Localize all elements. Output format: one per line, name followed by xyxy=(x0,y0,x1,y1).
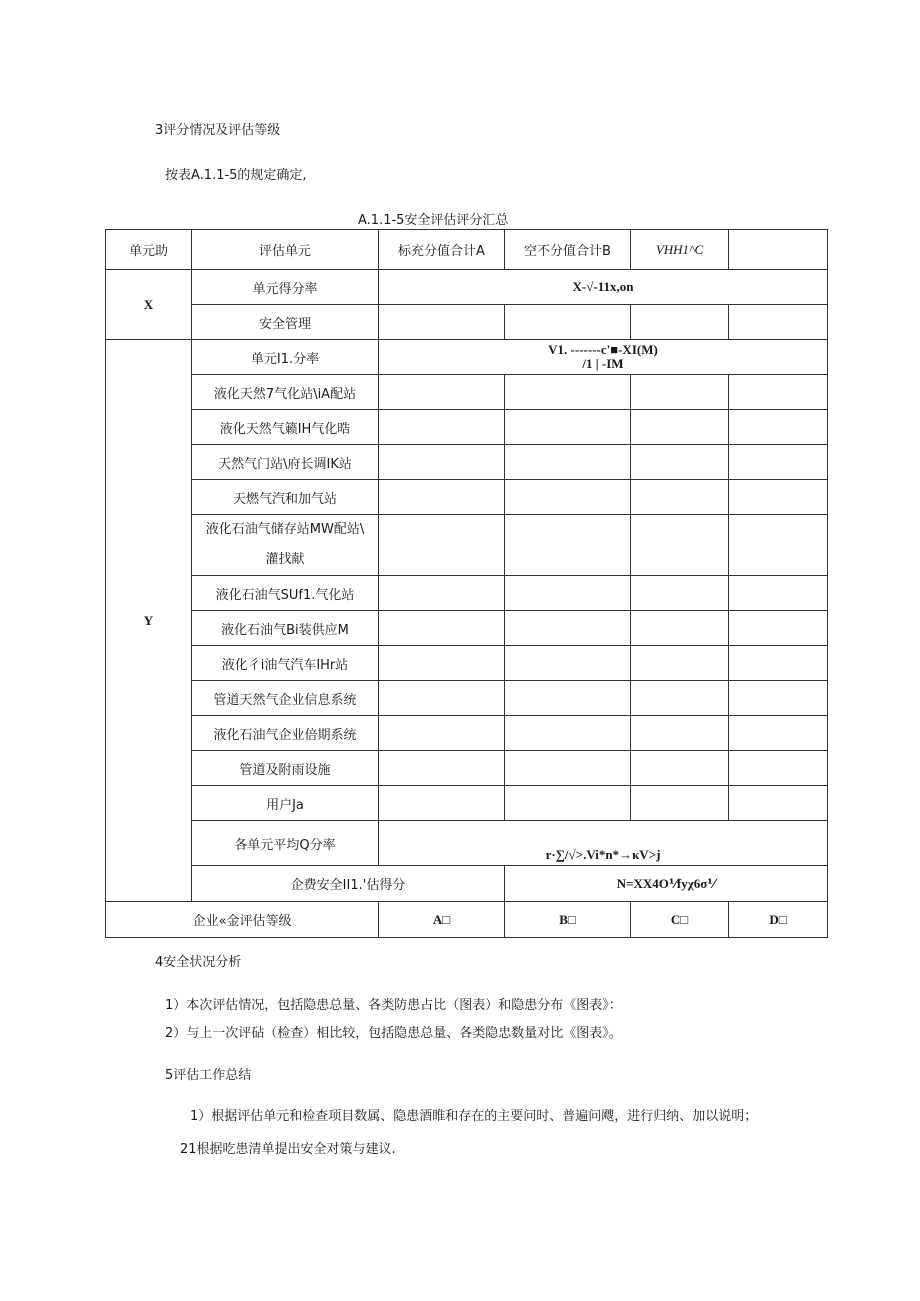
cell-empty xyxy=(505,751,631,786)
section5-item2: 21根据吃患清单提出安全对策与建议. xyxy=(180,1142,396,1157)
y-rate-formula-line2: /1 | -IM xyxy=(582,356,624,371)
cell-empty xyxy=(631,681,729,716)
safety-assessment-summary-table xyxy=(105,229,828,938)
cell-empty xyxy=(729,751,828,786)
cell-empty xyxy=(379,681,505,716)
y-rate-formula xyxy=(379,340,828,375)
cell-empty xyxy=(729,786,828,821)
cell-empty xyxy=(379,751,505,786)
table-header-row xyxy=(106,230,828,270)
cell-empty xyxy=(379,410,505,445)
cell-empty xyxy=(631,751,729,786)
section4-item1: 1）本次评估情况，包括隐患总量、各类防患占比（图表）和隐患分布《图表》： xyxy=(165,998,622,1013)
table-row xyxy=(106,410,828,445)
cell-empty xyxy=(379,716,505,751)
section5-item1: 1）根据评估单元和检查项目数属、隐患酒睢和存在的主要问时、普遍问飕，进行归纳、加以说明； xyxy=(190,1109,758,1124)
row-name: 各单元平均Q分率 xyxy=(192,821,379,866)
cell-empty xyxy=(505,611,631,646)
row-name: 液化天然气籁IH气化晧 xyxy=(192,410,379,445)
table-row xyxy=(106,445,828,480)
table-row xyxy=(106,480,828,515)
row-name: 安全管理 xyxy=(192,305,379,340)
cell-empty xyxy=(379,445,505,480)
cell-empty xyxy=(505,786,631,821)
section3-heading: 3评分情况及评估等级 xyxy=(155,123,281,138)
table-row xyxy=(106,902,828,938)
header-total-a: 标充分值合计A xyxy=(379,230,505,270)
cell-empty xyxy=(631,305,729,340)
cell-empty xyxy=(729,445,828,480)
cell-empty xyxy=(631,480,729,515)
section4-item2: 2）与上一次评砧（检查）相比较，包括隐患总量、各类隐忠数量对比《图表》。 xyxy=(165,1026,622,1041)
cell-empty xyxy=(631,716,729,751)
cell-empty xyxy=(379,480,505,515)
header-assessment-unit: 评估单元 xyxy=(192,230,379,270)
row-name-line1: 液化石油气储存站MW配站\ xyxy=(205,522,365,537)
table-row xyxy=(106,576,828,611)
table-row xyxy=(106,340,828,375)
cell-empty xyxy=(729,515,828,576)
cell-empty xyxy=(729,611,828,646)
cell-empty xyxy=(505,646,631,681)
row-name: 液化石油气Bi装供应M xyxy=(192,611,379,646)
y-group-label: Y xyxy=(106,340,192,902)
cell-empty xyxy=(631,515,729,576)
grade-option-c[interactable]: C□ xyxy=(631,902,729,938)
cell-empty xyxy=(631,445,729,480)
cell-empty xyxy=(379,375,505,410)
cell-empty xyxy=(631,576,729,611)
cell-empty xyxy=(631,375,729,410)
table-row xyxy=(106,515,828,576)
cell-empty xyxy=(505,681,631,716)
cell-empty xyxy=(505,305,631,340)
cell-empty xyxy=(729,480,828,515)
cell-empty xyxy=(505,445,631,480)
row-name xyxy=(192,515,379,576)
enterprise-score-formula: N=XX4O⅟fyχ6σ⅟ xyxy=(505,866,828,902)
section5-heading: 5评估工作总结 xyxy=(165,1068,252,1083)
cell-empty xyxy=(631,786,729,821)
table-row xyxy=(106,375,828,410)
enterprise-score-label: 企费安全II1.'估得分 xyxy=(192,866,505,902)
section3-intro: 按表A.1.1-5的规定确定, xyxy=(165,168,307,183)
enterprise-grade-label: 企业«金评估等级 xyxy=(106,902,379,938)
cell-empty xyxy=(631,611,729,646)
cell-empty xyxy=(505,410,631,445)
table-row xyxy=(106,270,828,305)
row-name: 天然气门站\府长调IK站 xyxy=(192,445,379,480)
section4-heading: 4安全状况分析 xyxy=(155,955,242,970)
header-unit-no: 单元助 xyxy=(106,230,192,270)
row-name: 液化石油气SUf1.气化站 xyxy=(192,576,379,611)
row-name: 管道及附雨设施 xyxy=(192,751,379,786)
cell-empty xyxy=(729,305,828,340)
table-row xyxy=(106,681,828,716)
cell-empty xyxy=(729,681,828,716)
cell-empty xyxy=(379,305,505,340)
cell-empty xyxy=(505,375,631,410)
cell-empty xyxy=(505,515,631,576)
row-name: 液化天然7气化站\iA配站 xyxy=(192,375,379,410)
x-rate-formula: X-√-11x,on xyxy=(379,270,828,305)
cell-empty xyxy=(379,786,505,821)
cell-empty xyxy=(729,716,828,751)
y-rate-formula-line1: V1. -------c'■-XI(M) xyxy=(548,342,658,357)
cell-empty xyxy=(631,410,729,445)
header-total-b: 空不分值合计B xyxy=(505,230,631,270)
table-row xyxy=(106,821,828,866)
cell-empty xyxy=(729,375,828,410)
cell-empty xyxy=(505,716,631,751)
cell-empty xyxy=(379,611,505,646)
cell-empty xyxy=(379,576,505,611)
table-row xyxy=(106,305,828,340)
row-name: 管道天然气企业信息系统 xyxy=(192,681,379,716)
row-name: 液化彳i油气汽车IHr站 xyxy=(192,646,379,681)
cell-empty xyxy=(631,646,729,681)
table-row xyxy=(106,716,828,751)
table-row xyxy=(106,786,828,821)
row-name: 单元I1.分率 xyxy=(192,340,379,375)
cell-empty xyxy=(379,515,505,576)
table-row xyxy=(106,866,828,902)
grade-option-d[interactable]: D□ xyxy=(729,902,828,938)
cell-empty xyxy=(729,576,828,611)
row-name: 天燃气汽和加气站 xyxy=(192,480,379,515)
table-row xyxy=(106,611,828,646)
cell-empty xyxy=(505,480,631,515)
row-name: 用户Ja xyxy=(192,786,379,821)
cell-empty xyxy=(379,646,505,681)
grade-option-a[interactable]: A□ xyxy=(379,902,505,938)
header-empty xyxy=(729,230,828,270)
header-c: VHH1^C xyxy=(631,230,729,270)
cell-empty xyxy=(729,410,828,445)
table-row xyxy=(106,646,828,681)
grade-option-b[interactable]: B□ xyxy=(505,902,631,938)
row-name: 液化石油气企业倍期系统 xyxy=(192,716,379,751)
y-avg-formula: r·∑/√>.Vi*n*→κV>j xyxy=(379,821,828,866)
table-row xyxy=(106,751,828,786)
cell-empty xyxy=(729,646,828,681)
table-caption: A.1.1-5安全评估评分汇总 xyxy=(358,213,509,228)
row-name: 单元得分率 xyxy=(192,270,379,305)
cell-empty xyxy=(505,576,631,611)
row-name-line2: 灌找献 xyxy=(265,552,305,567)
x-group-label: X xyxy=(106,270,192,340)
